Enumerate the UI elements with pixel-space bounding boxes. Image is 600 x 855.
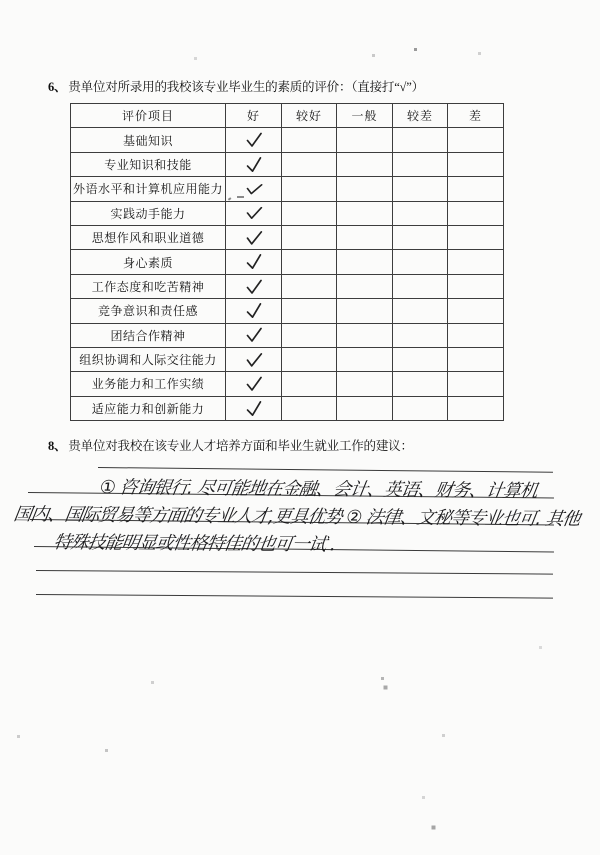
rating-cell <box>337 372 393 396</box>
rating-cell <box>226 347 282 371</box>
rating-cell <box>226 274 282 298</box>
question8-heading <box>48 436 413 454</box>
rating-cell <box>448 177 504 201</box>
table-row <box>71 396 504 420</box>
rating-cell <box>337 396 393 420</box>
evaluation-item-label: 竞争意识和责任感 <box>71 299 226 323</box>
evaluation-item-label: 团结合作精神 <box>71 323 226 347</box>
rating-cell <box>448 152 504 176</box>
rating-cell <box>448 396 504 420</box>
table-row <box>71 274 504 298</box>
rating-cell <box>393 347 448 371</box>
checkmark-icon <box>244 253 263 271</box>
rating-cell <box>448 347 504 371</box>
question6-title: 贵单位对所录用的我校该专业毕业生的素质的评价：（直接打“√”） <box>68 80 424 94</box>
rating-cell <box>282 152 337 176</box>
rating-cell <box>282 201 337 225</box>
rating-cell <box>282 323 337 347</box>
rating-cell <box>337 177 393 201</box>
answer-rule-line <box>98 467 553 473</box>
rating-cell <box>393 274 448 298</box>
question8-title: 贵单位对我校在该专业人才培养方面和毕业生就业工作的建议： <box>68 439 413 453</box>
rating-cell <box>226 323 282 347</box>
table-body <box>71 128 504 421</box>
checkmark-icon <box>244 206 263 222</box>
rating-cell <box>337 347 393 371</box>
rating-cell <box>448 225 504 249</box>
rating-cell <box>393 225 448 249</box>
rating-cell <box>282 396 337 420</box>
answer-rule-line <box>36 570 553 575</box>
col-header-average: 一般 <box>337 104 393 128</box>
scan-noise-specks <box>0 0 1 1</box>
table-row <box>71 152 504 176</box>
rating-cell <box>282 177 337 201</box>
rating-cell <box>337 299 393 323</box>
rating-cell <box>226 201 282 225</box>
rating-cell <box>337 323 393 347</box>
checkmark-icon <box>244 156 263 174</box>
rating-cell <box>393 323 448 347</box>
evaluation-item-label: 专业知识和技能 <box>71 152 226 176</box>
handwritten-line-2: 国内、国际贸易等方面的专业人才,更具优势 ② 法律、文秘等专业也可. 其他 <box>12 504 582 530</box>
evaluation-item-label: 外语水平和计算机应用能力 <box>71 177 226 201</box>
table-row <box>71 372 504 396</box>
rating-cell <box>226 396 282 420</box>
rating-cell <box>448 299 504 323</box>
col-header-fairly-poor: 较差 <box>393 104 448 128</box>
rating-cell <box>393 201 448 225</box>
rating-cell <box>226 250 282 274</box>
evaluation-item-label: 实践动手能力 <box>71 201 226 225</box>
question6-number: 6、 <box>48 80 67 94</box>
question6-heading <box>48 77 424 95</box>
rating-cell <box>448 274 504 298</box>
table-row <box>71 225 504 249</box>
table-row <box>71 201 504 225</box>
evaluation-item-label: 基础知识 <box>71 128 226 152</box>
col-header-fairly-good: 较好 <box>282 104 337 128</box>
rating-cell <box>226 299 282 323</box>
rating-cell <box>337 250 393 274</box>
rating-cell <box>337 128 393 152</box>
rating-cell <box>448 201 504 225</box>
rating-cell <box>226 152 282 176</box>
handwritten-line-1: ① 咨询银行. 尽可能地在金融、会计、英语、财务、计算机 <box>98 477 539 502</box>
pen-smudge <box>228 196 248 202</box>
rating-cell <box>448 250 504 274</box>
handwritten-line-3: 特殊技能明显或性格特佳的也可一试 . <box>52 532 337 556</box>
col-header-good: 好 <box>226 104 282 128</box>
table-row <box>71 250 504 274</box>
evaluation-table <box>70 103 504 421</box>
col-header-poor: 差 <box>448 104 504 128</box>
evaluation-item-label: 业务能力和工作实绩 <box>71 372 226 396</box>
rating-cell <box>393 299 448 323</box>
checkmark-icon <box>244 351 263 368</box>
rating-cell <box>393 177 448 201</box>
checkmark-icon <box>245 279 263 295</box>
checkmark-icon <box>244 400 263 418</box>
checkmark-icon <box>245 132 263 148</box>
rating-cell <box>226 372 282 396</box>
rating-cell <box>337 225 393 249</box>
evaluation-item-label: 思想作风和职业道德 <box>71 225 226 249</box>
checkmark-icon <box>244 181 264 196</box>
rating-cell <box>282 250 337 274</box>
rating-cell <box>393 152 448 176</box>
table-row <box>71 323 504 347</box>
rating-cell <box>393 372 448 396</box>
rating-cell <box>393 396 448 420</box>
evaluation-item-label: 工作态度和吃苦精神 <box>71 274 226 298</box>
evaluation-item-label: 适应能力和创新能力 <box>71 396 226 420</box>
rating-cell <box>226 225 282 249</box>
rating-cell <box>393 250 448 274</box>
rating-cell <box>282 299 337 323</box>
question8-number: 8、 <box>48 439 67 453</box>
rating-cell <box>448 372 504 396</box>
col-header-item: 评价项目 <box>71 104 226 128</box>
rating-cell <box>282 347 337 371</box>
checkmark-icon <box>244 229 263 246</box>
rating-cell <box>282 225 337 249</box>
table-row <box>71 177 504 201</box>
table-row <box>71 128 504 152</box>
rating-cell <box>282 274 337 298</box>
rating-cell <box>282 372 337 396</box>
evaluation-item-label: 身心素质 <box>71 250 226 274</box>
rating-cell <box>448 323 504 347</box>
table-row <box>71 299 504 323</box>
table-header-row <box>71 104 504 128</box>
checkmark-icon <box>245 327 263 343</box>
checkmark-icon <box>244 302 263 320</box>
answer-rule-line <box>36 594 553 599</box>
table-row <box>71 347 504 371</box>
rating-cell <box>282 128 337 152</box>
checkmark-icon <box>245 376 263 392</box>
rating-cell <box>337 274 393 298</box>
rating-cell <box>226 128 282 152</box>
rating-cell <box>337 152 393 176</box>
evaluation-item-label: 组织协调和人际交往能力 <box>71 347 226 371</box>
rating-cell <box>337 201 393 225</box>
rating-cell <box>393 128 448 152</box>
rating-cell <box>448 128 504 152</box>
